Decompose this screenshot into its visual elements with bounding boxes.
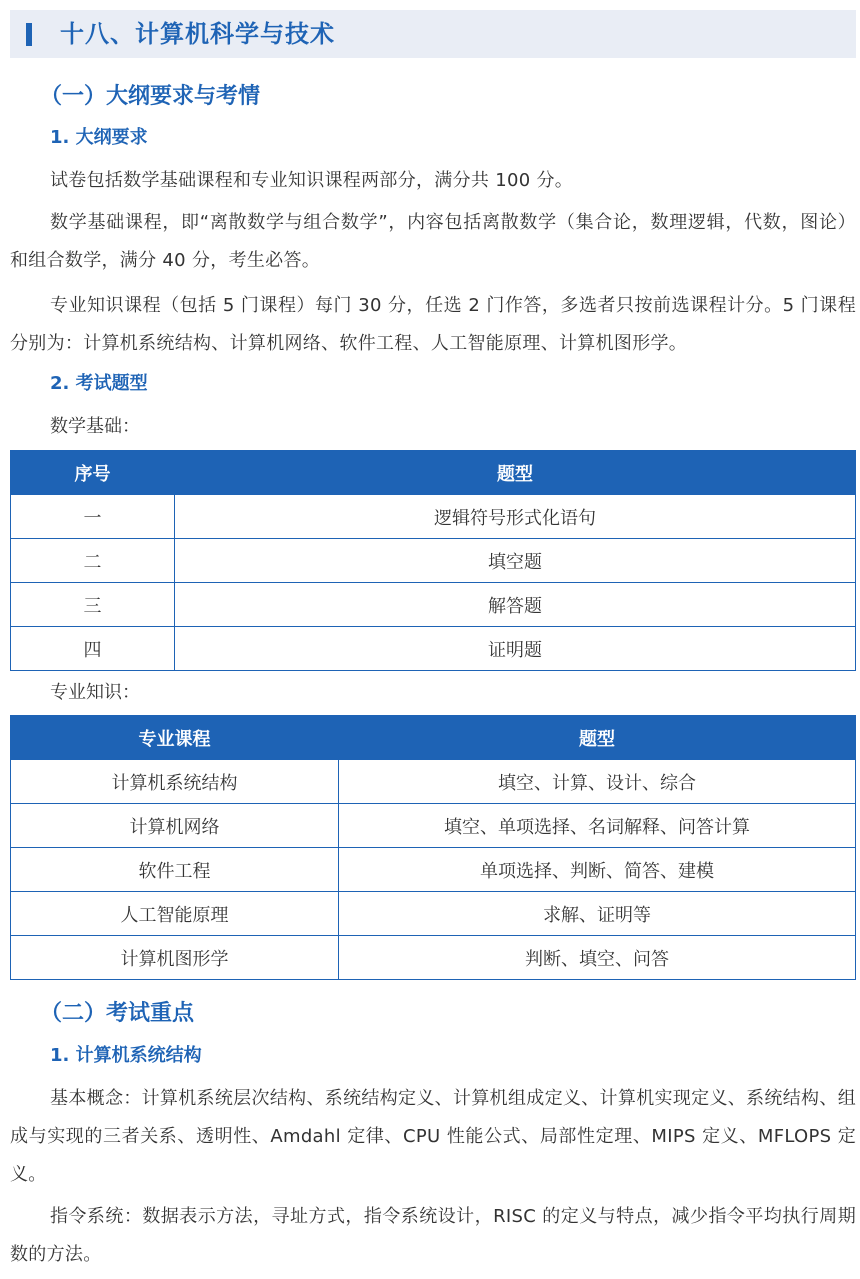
chapter-banner [10,10,856,58]
table-cell: 填空、单项选择、名词解释、问答计算 [339,804,856,848]
table-cell: 求解、证明等 [339,892,856,936]
table-header-row [11,451,856,495]
table-row [11,495,856,539]
table-row [11,848,856,892]
table-cell: 软件工程 [11,848,339,892]
chapter-title: 十八、计算机科学与技术 [60,20,335,48]
table-row [11,936,856,980]
table-cell: 一 [11,495,175,539]
section1-heading: （一）大纲要求与考情 [40,84,261,109]
table-cell: 人工智能原理 [11,892,339,936]
table-cell: 计算机网络 [11,804,339,848]
table-cell: 计算机图形学 [11,936,339,980]
table-header-row [11,716,856,760]
table-row [11,539,856,583]
section1-sub1-heading: 1. 大纲要求 [50,127,148,148]
table-cell: 解答题 [175,583,856,627]
table-cell: 判断、填空、问答 [339,936,856,980]
table-row [11,583,856,627]
professional-course-table [10,715,856,980]
paragraph-professional-courses: 专业知识课程（包括 5 门课程）每门 30 分，任选 2 门作答，多选者只按前选课程计分。5 门课程分别为：计算机系统结构、计算机网络、软件工程、人工智能原理、计算机图形学。 [10,295,856,354]
table-cell: 三 [11,583,175,627]
table-cell: 二 [11,539,175,583]
section2-sub1-heading: 1. 计算机系统结构 [50,1045,202,1066]
table-cell: 计算机系统结构 [11,760,339,804]
header-course: 专业课程 [11,716,339,760]
table-cell: 四 [11,627,175,671]
math-table-label: 数学基础： [50,416,140,437]
paragraph-exam-composition: 试卷包括数学基础课程和专业知识课程两部分，满分共 100 分。 [50,170,574,191]
table-cell: 逻辑符号形式化语句 [175,495,856,539]
paragraph-instruction-system: 指令系统：数据表示方法，寻址方式，指令系统设计，RISC 的定义与特点，减少指令平均执行周期数的方法。 [10,1206,856,1265]
math-question-type-table [10,450,856,671]
pro-table-label: 专业知识： [50,682,140,703]
table-cell: 填空题 [175,539,856,583]
table-row [11,760,856,804]
header-type: 题型 [175,451,856,495]
table-cell: 证明题 [175,627,856,671]
section1-sub2-heading: 2. 考试题型 [50,373,148,394]
table-row [11,892,856,936]
table-row [11,627,856,671]
banner-accent-bar [26,23,32,46]
header-type: 题型 [339,716,856,760]
paragraph-math-basics: 数学基础课程，即“离散数学与组合数学”，内容包括离散数学（集合论，数理逻辑，代数，图论）和组合数学，满分 40 分，考生必答。 [10,212,856,271]
table-cell: 填空、计算、设计、综合 [339,760,856,804]
table-row [11,804,856,848]
paragraph-basic-concepts: 基本概念：计算机系统层次结构、系统结构定义、计算机组成定义、计算机实现定义、系统结构、组成与实现的三者关系、透明性、Amdahl 定律、CPU 性能公式、局部性定理、MIPS 定义、MFLOPS 定义。 [10,1088,856,1185]
table-cell: 单项选择、判断、简答、建模 [339,848,856,892]
header-seq: 序号 [11,451,175,495]
section2-heading: （二）考试重点 [40,1001,195,1026]
